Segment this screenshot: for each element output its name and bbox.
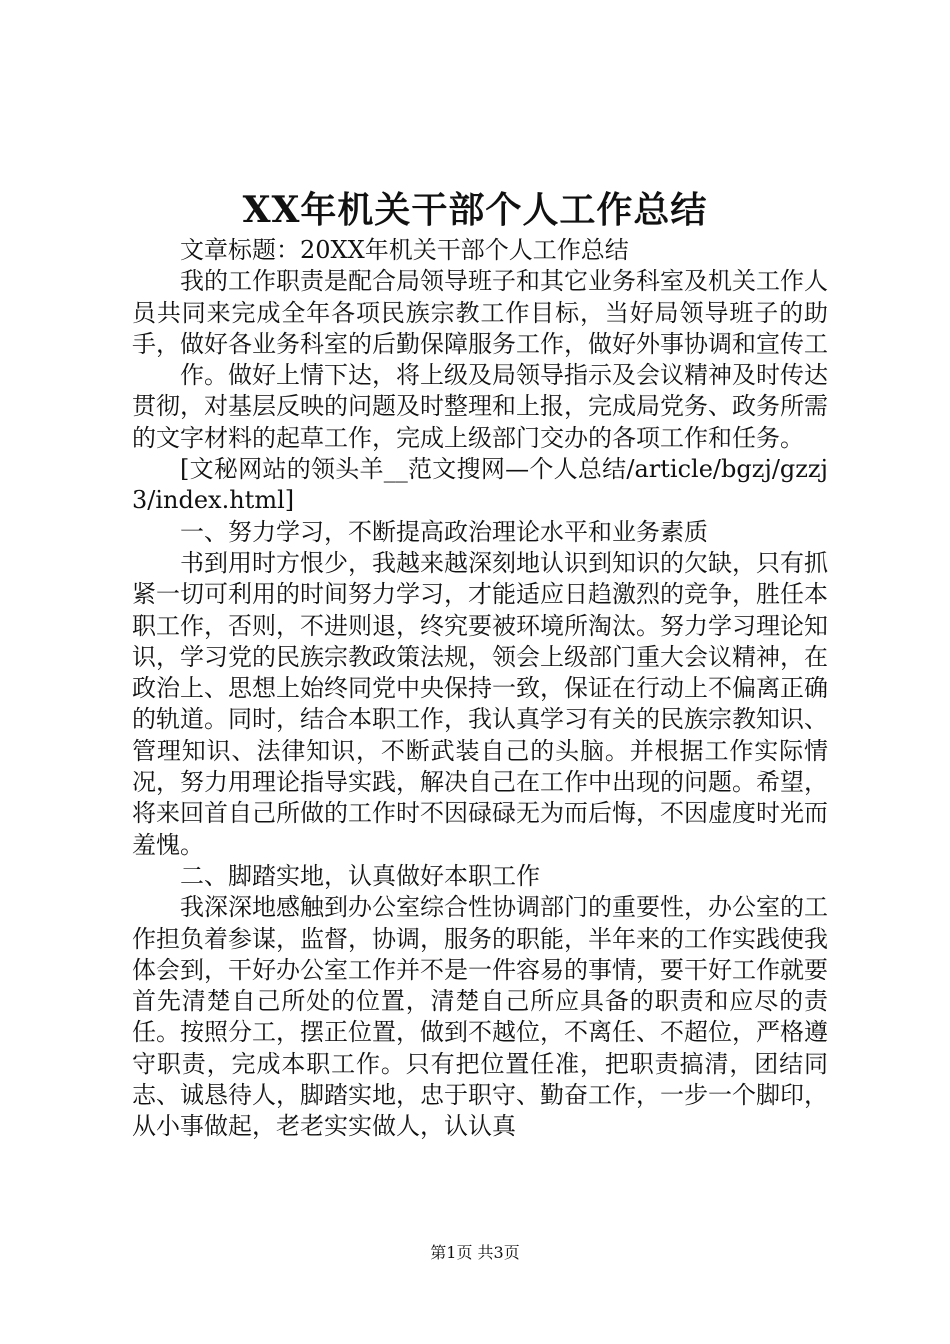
section-heading-1: 一、努力学习，不断提高政治理论水平和业务素质 bbox=[180, 517, 708, 546]
page-number-footer: 第1页 共3页 bbox=[430, 1243, 520, 1262]
document-title: XX年机关干部个人工作总结 bbox=[242, 189, 708, 231]
document-body bbox=[132, 235, 828, 1143]
paragraph-duties-continued: 作。做好上情下达，将上级及局领导指示及会议精神及时传达贯彻，对基层反映的问题及时整理和上报，完成局党务、政务所需的文字材料的起草工作，完成上级部门交办的各项工作和任务。 bbox=[132, 361, 828, 452]
paragraph-article-heading: 文章标题：20XX年机关干部个人工作总结 bbox=[180, 236, 629, 264]
section-heading-2: 二、脚踏实地，认真做好本职工作 bbox=[180, 861, 540, 890]
paragraph-study: 书到用时方恨少，我越来越深刻地认识到知识的欠缺，只有抓紧一切可利用的时间努力学习，才能适应日趋激烈的竞争，胜任本职工作，否则，不进则退，终究要被环境所淘汰。努力学习理论知识，学习党的民族宗教政策法规，领会上级部门重大会议精神，在政治上、思想上始终同党中央保持一致，保证在行动上不偏离正确的轨道。同时，结合本职工作，我认真学习有关的民族宗教知识、管理知识、法律知识，不断武装自己的头脑。并根据工作实际情况，努力用理论指导实践，解决自己在工作中出现的问题。希望，将来回首自己所做的工作时不因碌碌无为而后悔，不因虚度时光而羞愧。 bbox=[132, 548, 828, 859]
paragraph-duties: 我的工作职责是配合局领导班子和其它业务科室及机关工作人员共同来完成全年各项民族宗教工作目标，当好局领导班子的助手，做好各业务科室的后勤保障服务工作，做好外事协调和宣传工 bbox=[132, 267, 828, 358]
paragraph-work: 我深深地感触到办公室综合性协调部门的重要性，办公室的工作担负着参谋，监督，协调，服务的职能，半年来的工作实践使我体会到，干好办公室工作并不是一件容易的事情，要干好工作就要首先清楚自己所处的位置，清楚自己所应具备的职责和应尽的责任。按照分工，摆正位置，做到不越位，不离任、不超位，严格遵守职责，完成本职工作。只有把位置任准，把职责搞清，团结同志、诚恳待人，脚踏实地，忠于职守、勤奋工作，一步一个脚印，从小事做起，老老实实做人，认认真 bbox=[132, 893, 828, 1141]
paragraph-source-link: [文秘网站的领头羊__范文搜网—个人总结/article/bgzj/gzzj3/index.html] bbox=[132, 455, 828, 515]
